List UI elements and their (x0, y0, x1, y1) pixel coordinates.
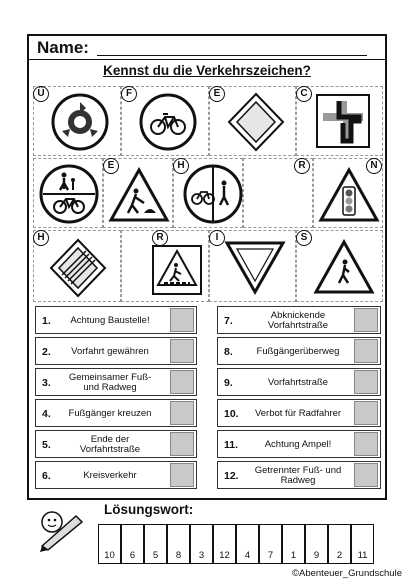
answer-number: 12. (224, 470, 239, 482)
sign-cell (33, 158, 103, 228)
solution-number: 11 (357, 550, 368, 561)
sign-cell (313, 158, 383, 228)
answer-item-3 (35, 368, 197, 396)
solution-cell[interactable] (305, 524, 328, 564)
sign-cell (243, 158, 313, 228)
solution-word-grid (98, 524, 374, 564)
answer-number: 8. (224, 346, 233, 358)
answer-box[interactable] (170, 463, 194, 487)
sign-letter: C (296, 86, 312, 102)
name-row (29, 36, 385, 60)
answer-number: 3. (42, 377, 51, 389)
road-works-sign-icon (108, 167, 170, 223)
answer-number: 7. (224, 315, 233, 327)
answer-box[interactable] (354, 339, 378, 363)
answer-number: 9. (224, 377, 233, 389)
pedestrian-crossing-sign-icon (152, 245, 202, 295)
answer-number: 11. (224, 439, 239, 451)
give-way-sign-icon (224, 239, 286, 295)
answer-text: Verbot für Radfahrer (254, 407, 342, 419)
name-label: Name: (37, 38, 89, 57)
answer-number: 1. (42, 315, 51, 327)
sign-cell (121, 230, 209, 302)
answer-box[interactable] (354, 401, 378, 425)
solution-number: 3 (198, 550, 205, 561)
solution-cell[interactable] (121, 524, 144, 564)
answer-text: Kreisverkehr (83, 469, 137, 481)
worksheet (27, 34, 387, 500)
priority-road-sign-icon (226, 91, 286, 153)
sign-letter: I (209, 230, 225, 246)
answer-text: Vorfahrtstraße (267, 376, 329, 388)
solution-cell[interactable] (144, 524, 167, 564)
answer-item-10 (217, 399, 381, 427)
solution-number: 7 (267, 550, 274, 561)
sign-cell (209, 86, 296, 156)
answer-item-11 (217, 430, 381, 458)
answer-item-1 (35, 306, 197, 334)
answer-item-8 (217, 337, 381, 365)
answer-box[interactable] (170, 308, 194, 332)
sign-letter: E (209, 86, 225, 102)
answers-section (35, 306, 381, 490)
answer-box[interactable] (354, 308, 378, 332)
answer-item-5 (35, 430, 197, 458)
answer-box[interactable] (170, 401, 194, 425)
answer-number: 5. (42, 439, 51, 451)
answer-number: 6. (42, 470, 51, 482)
sign-cell (209, 230, 296, 302)
solution-cell[interactable] (167, 524, 190, 564)
pedestrians-warning-sign-icon (313, 239, 375, 295)
answer-item-12 (217, 461, 381, 489)
sign-letter: R (152, 230, 168, 246)
answer-item-4 (35, 399, 197, 427)
sign-cell (173, 158, 243, 228)
bicycle-path-sign-icon (138, 91, 198, 153)
roundabout-sign-icon (50, 91, 110, 153)
answer-text: Achtung Baustelle! (70, 314, 150, 326)
answer-number: 2. (42, 346, 51, 358)
solution-number: 5 (152, 550, 159, 561)
sign-cell (296, 86, 383, 156)
solution-cell[interactable] (98, 524, 121, 564)
sign-cell (296, 230, 383, 302)
answer-text: Getrennter Fuß- und Radweg (254, 464, 342, 486)
answer-text: Vorfahrt gewähren (71, 345, 149, 357)
sign-cell (121, 86, 209, 156)
answer-box[interactable] (170, 432, 194, 456)
solution-cell[interactable] (213, 524, 236, 564)
answer-item-2 (35, 337, 197, 365)
answer-item-9 (217, 368, 381, 396)
traffic-light-sign-icon (318, 167, 380, 223)
signs-grid (33, 86, 383, 302)
answer-item-6 (35, 461, 197, 489)
solution-cell[interactable] (259, 524, 282, 564)
sign-letter: Ü (33, 86, 49, 102)
solution-number: 12 (219, 550, 230, 561)
sign-cell (33, 86, 121, 156)
solution-cell[interactable] (282, 524, 305, 564)
answer-text: Achtung Ampel! (264, 438, 332, 450)
sign-letter: S (296, 230, 312, 246)
solution-number: 10 (104, 550, 115, 561)
answer-text: Fußgänger kreuzen (68, 407, 152, 419)
separate-foot-cycle-path-sign-icon (182, 163, 244, 225)
answer-text: Abknickende Vorfahrtstraße (267, 309, 329, 331)
answer-text: Fußgängerüberweg (256, 345, 340, 357)
solution-number: 9 (313, 550, 320, 561)
end-of-priority-road-sign-icon (48, 237, 108, 299)
answer-box[interactable] (354, 370, 378, 394)
solution-cell[interactable] (236, 524, 259, 564)
shared-foot-cycle-path-sign-icon (38, 163, 100, 225)
solution-number: 1 (290, 550, 297, 561)
sign-letter: R (294, 158, 310, 174)
solution-number: 4 (244, 550, 251, 561)
solution-cell[interactable] (190, 524, 213, 564)
solution-number: 2 (336, 550, 343, 561)
sign-letter: E (103, 158, 119, 174)
pencil-icon (36, 506, 88, 552)
sign-cell (103, 158, 173, 228)
solution-cell[interactable] (351, 524, 374, 564)
sign-letter: H (173, 158, 189, 174)
solution-number: 6 (129, 550, 136, 561)
sign-cell (33, 230, 121, 302)
worksheet-title: Kennst du die Verkehrszeichen? (103, 63, 311, 78)
answer-item-7 (217, 306, 381, 334)
answer-text: Gemeinsamer Fuß- und Radweg (68, 371, 152, 393)
answer-box[interactable] (170, 370, 194, 394)
answer-text: Ende der Vorfahrtstraße (79, 433, 141, 455)
sign-letter: H (33, 230, 49, 246)
solution-number: 8 (175, 550, 182, 561)
answer-box[interactable] (354, 463, 378, 487)
name-line[interactable] (97, 55, 367, 56)
answer-box[interactable] (354, 432, 378, 456)
sign-letter: F (121, 86, 137, 102)
bent-priority-road-sign-icon (315, 93, 371, 149)
answer-number: 4. (42, 408, 51, 420)
answer-number: 10. (224, 408, 239, 420)
sign-letter: N (366, 158, 382, 174)
solution-cell[interactable] (328, 524, 351, 564)
solution-label: Lösungswort: (104, 502, 194, 517)
credit-text: ©Abenteuer_Grundschule (292, 568, 402, 579)
answer-box[interactable] (170, 339, 194, 363)
